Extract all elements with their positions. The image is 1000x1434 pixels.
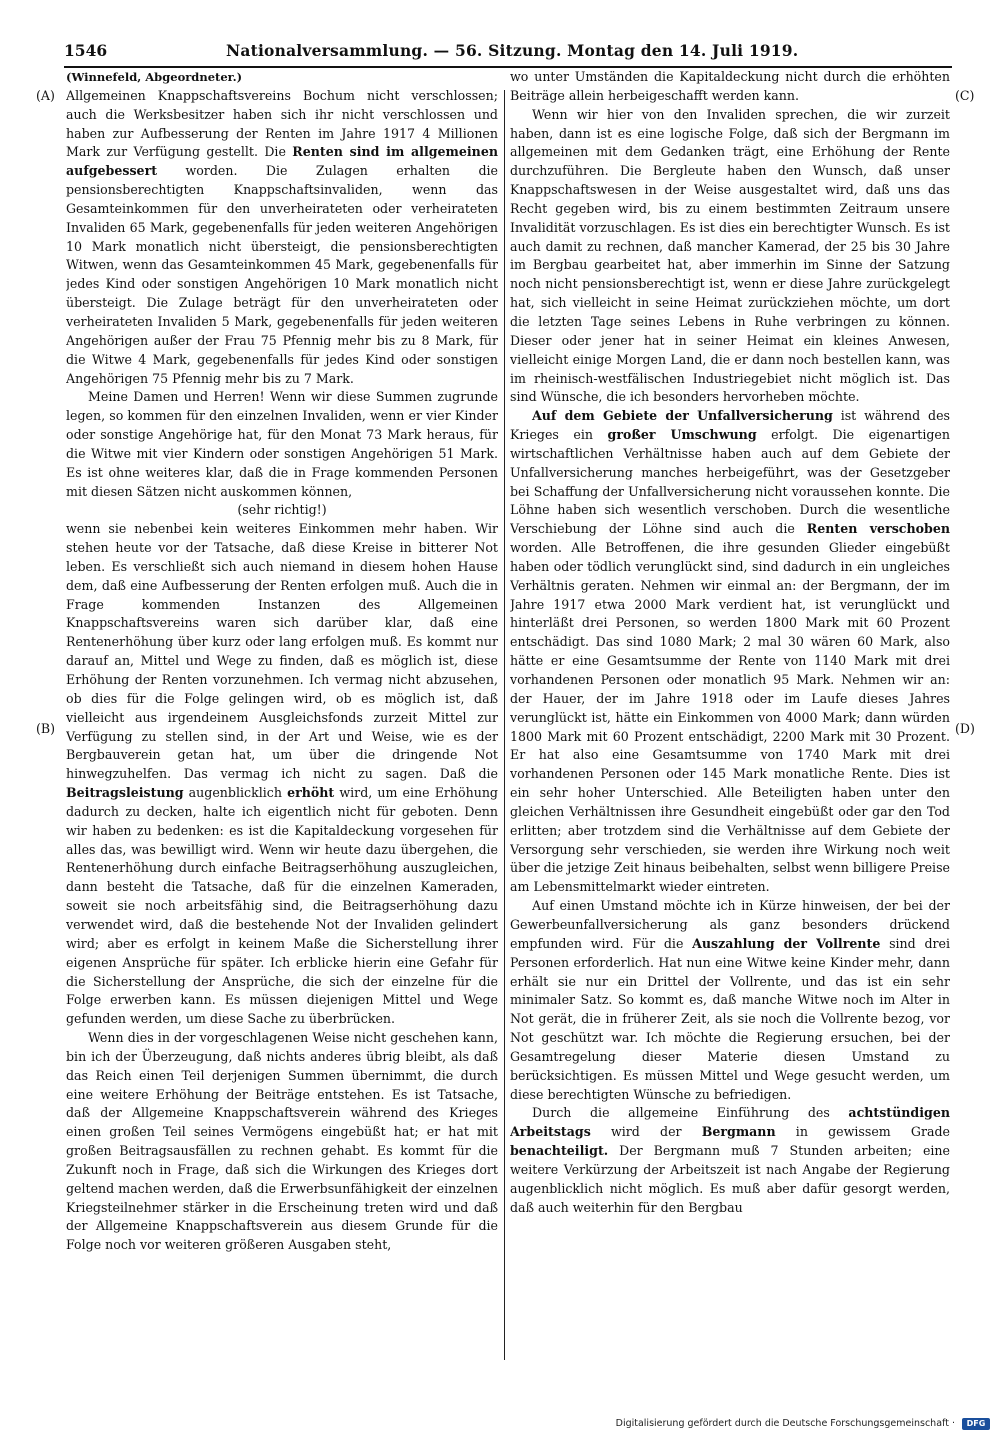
- dfg-logo: DFG: [962, 1418, 990, 1430]
- emphasis: Auf dem Gebiete der Unfallversicherung: [532, 408, 833, 424]
- paragraph: Durch die allgemeine Einführung des achtstündigen Arbeitstags wird der Bergmann in gewissem Grade benachteiligt. Der Bergmann muß 7 Stunden arbeiten; eine weitere Verkürzung der Arbeitszeit ist nach Angabe der Regierung augenblicklich nicht möglich. Es muß aber dafür gesorgt werden, daß auch weiterhin für den Bergbau: [510, 1105, 950, 1215]
- paragraph: Wenn wir hier von den Invaliden sprechen, die wir zurzeit haben, dann ist es eine logische Folge, daß sich der Bergmann im allgemeinen mit dem Gedanken trägt, eine Erhöhung der Rente durchzuführen. Die Bergleute haben den Wunsch, daß unser Knappschaftswesen in der Weise ausgestaltet wird, daß uns das Recht gegeben wird, bis zu einem bestimmten Zeitraum unsere Invalidität vorzuschlagen. Es ist dies ein berechtigter Wunsch. Es ist auch damit zu rechnen, daß mancher Kamerad, der 25 bis 30 Jahre im Bergbau gearbeitet hat, aber immerhin im Sinne der Satzung noch nicht pensionsberechtigt ist, wenn er diese Jahre zurückgelegt hat, sich vielleicht in seine Heimat zurückziehen möchte, um dort die letzten Tage seines Lebens in Ruhe verbringen zu können. Dieser oder jener hat in seiner Heimat ein kleines Anwesen, vielleicht einige Morgen Land, die er dann noch bestellen kann, was im rheinisch-westfälischen Industriegebiet nicht möglich ist. Das sind Wünsche, die ich besonders hervorheben möchte.: [510, 106, 950, 405]
- margin-marker-d: (D): [955, 721, 975, 736]
- emphasis: achtstündigen Arbeitstags: [510, 1105, 950, 1140]
- margin-marker-a: (A): [36, 88, 55, 103]
- emphasis: Renten verschoben: [806, 521, 950, 537]
- paragraph: Auf einen Umstand möchte ich in Kürze hinweisen, der bei der Gewerbeunfallversicherung als ganz besonders drückend empfunden wird. Für die Auszahlung der Vollrente sind drei Personen erforderlich. Hat nun eine Witwe keine Kinder mehr, dann erhält sie nur ein Drittel der Vollrente, und das ist ein sehr minimaler Satz. So kommt es, daß manche Witwe noch im Alter in Not gerät, die in früherer Zeit, als sie noch die Vollrente bezog, vor Not geschützt war. Ich möchte die Regierung ersuchen, bei der Gesamtregelung dieser Materie diesen Umstand zu berücksichtigen. Es müssen Mittel und Wege gesucht werden, um diese berechtigten Wünsche zu befriedigen.: [510, 898, 950, 1102]
- column-divider: [504, 90, 505, 1360]
- page-header: [64, 38, 950, 64]
- paragraph: Allgemeinen Knappschaftsvereins Bochum nicht verschlossen; auch die Werksbesitzer haben sich ihr nicht verschlossen und haben zur Aufbesserung der Renten im Jahre 1917 4 Millionen Mark zur Verfügung gestellt. Die Renten sind im allgemeinen aufgebessert worden. Die Zulagen erhalten die pensionsberechtigten Knappschaftsinvaliden, wenn das Gesamteinkommen für den unverheirateten oder verheirateten Invaliden 65 Mark, gegebenenfalls für jeden weiteren Angehörigen 10 Mark monatlich nicht übersteigt, die pensionsberechtigten Witwen, wenn das Gesamteinkommen 45 Mark, gegebenenfalls für jedes Kind oder sonstigen Angehörigen 10 Mark monatlich nicht übersteigt. Die Zulage beträgt für den unverheirateten oder verheirateten Invaliden 5 Mark, gegebenenfalls für jeden weiteren Angehörigen außer der Frau 75 Pfennig mehr bis zu 8 Mark, für die Witwe 4 Mark, gegebenenfalls für jedes Kind oder sonstigen Angehörigen 75 Pfennig mehr bis zu 7 Mark.: [66, 87, 498, 386]
- paragraph: Auf dem Gebiete der Unfallversicherung ist während des Krieges ein großer Umschwung erfolgt. Die eigenartigen wirtschaftlichen Verhältnisse haben auch auf dem Gebiete der Unfallversicherung manches herbeigeführt, was der Gesetzgeber bei Schaffung der Unfallversicherung nicht voraussehen konnte. Die Löhne haben sich wesentlich verschoben. Durch die wesentliche Verschiebung der Löhne sind auch die Renten verschoben worden. Alle Betroffenen, die ihre gesunden Glieder eingebüßt haben oder tödlich verunglückt sind, sind dadurch in ein ungleiches Verhältnis geraten. Nehmen wir einmal an: der Bergmann, der im Jahre 1917 etwa 2000 Mark verdient hat, ist verunglückt und hinterläßt drei Personen, so werden 1800 Mark mit 60 Prozent entschädigt. Das sind 1080 Mark; 2 mal 30 wären 60 Mark, also hätte er eine Gesamtsumme der Rente von 1140 Mark mit drei vorhandenen Personen oder monatlich 95 Mark. Nehmen wir an: der Hauer, der im Jahre 1918 oder im Laufe dieses Jahres verunglückt ist, hätte ein Einkommen von 4000 Mark; dann würden 1800 Mark mit 60 Prozent entschädigt, 2200 Mark mit 30 Prozent. Er hat also eine Gesamtsumme von 1740 Mark mit drei vorhandenen Personen oder 145 Mark monatliche Rente. Dies ist ein sehr hoher Unterschied. Alle Beteiligten haben unter den gleichen Verhältnissen ihre Gesundheit eingebüßt oder gar den Tod erlitten; aber trotzdem sind die Verhältnisse auf dem Gebiete der Versorgung sehr verschieden, sie werden ihre Wirkung noch weit über die jetzige Zeit hinaus beibehalten, selbst wenn billigere Preise am Lebensmittelmarkt wieder eintreten.: [510, 408, 950, 895]
- footer-text: Digitalisierung gefördert durch die Deutsche Forschungsgemeinschaft ·: [615, 1418, 955, 1429]
- speaker-attribution: (Winnefeld, Abgeordneter.): [66, 70, 243, 84]
- emphasis: benachteiligt.: [510, 1143, 609, 1159]
- emphasis: großer Umschwung: [607, 427, 757, 443]
- left-column: [66, 68, 498, 1366]
- emphasis: Renten sind im allgemeinen aufgebessert: [66, 144, 498, 179]
- emphasis: Auszahlung der Vollrente: [692, 935, 881, 951]
- right-column: [510, 68, 950, 1366]
- page-number: 1546: [64, 41, 108, 60]
- margin-marker-c: (C): [955, 88, 975, 103]
- paragraph: Meine Damen und Herren! Wenn wir diese Summen zugrunde legen, so kommen für den einzelnen Invaliden, wenn er vier Kinder oder sonstige Angehörige hat, für den Monat 73 Mark heraus, für die Witwe mit vier Kindern oder sonstigen Angehörigen 51 Mark. Es ist ohne weiteres klar, daß die in Frage kommenden Personen mit diesen Sätzen nicht auskommen können,: [66, 389, 498, 499]
- digitization-footer: [610, 1416, 990, 1432]
- paragraph: wo unter Umständen die Kapitaldeckung nicht durch die erhöhten Beiträge allein herbeigeschafft werden kann.: [510, 69, 950, 103]
- emphasis: erhöht: [287, 785, 335, 801]
- paragraph: wenn sie nebenbei kein weiteres Einkommen mehr haben. Wir stehen heute vor der Tatsache, daß diese Kreise in bitterer Not leben. Es verschließt sich auch niemand in diesem hohen Hause dem, daß eine Aufbesserung der Renten erfolgen muß. Auch die in Frage kommenden Instanzen des Allgemeinen Knappschaftsvereins waren sich darüber klar, daß eine Rentenerhöhung über kurz oder lang erfolgen muß. Es kommt nur darauf an, Mittel und Wege zu finden, daß es möglich ist, diese Erhöhung der Renten vorzunehmen. Ich vermag nicht abzusehen, ob dies für die Folge gelingen wird, ob es möglich ist, daß vielleicht aus irgendeinem Ausgleichsfonds zurzeit Mittel zur Verfügung zu stellen sind, in der Art und Weise, wie es der Bergbauverein getan hat, um über die dringende Not hinwegzuhelfen. Das vermag ich nicht zu sagen. Daß die Beitragsleistung augenblicklich erhöht wird, um eine Erhöhung dadurch zu decken, halte ich eigentlich nicht für geboten. Denn wir haben zu bedenken: es ist die Kapitaldeckung vorgesehen für alles das, was bewilligt wird. Wenn wir heute dazu übergehen, die Rentenerhöhung durch einfache Beitragserhöhung auszugleichen, dann besteht die Tatsache, daß für die einzelnen Kameraden, soweit sie noch arbeitsfähig sind, die Beitragserhöhung dazu verwendet wird, daß die bestehende Not der Invaliden gelindert wird; aber es erfolgt in keinem Maße die Sicherstellung ihrer eigenen Ansprüche für später. Ich erblicke hierin eine Gefahr für die Sicherstellung der Ansprüche, die sich der einzelne für die Folge erwerben kann. Es müssen diejenigen Mittel und Wege gefunden werden, um diese Sache zu überbrücken.: [66, 521, 498, 1027]
- margin-marker-b: (B): [36, 721, 56, 736]
- emphasis: Bergmann: [701, 1124, 776, 1140]
- running-title: Nationalversammlung. — 56. Sitzung. Montag den 14. Juli 1919.: [226, 41, 799, 60]
- paragraph: Wenn dies in der vorgeschlagenen Weise nicht geschehen kann, bin ich der Überzeugung, daß nichts anderes übrig bleibt, als daß das Reich einen Teil derjenigen Summen übernimmt, die durch eine weitere Erhöhung der Beiträge entstehen. Es ist Tatsache, daß der Allgemeine Knappschaftsverein während des Krieges einen großen Teil seines Vermögens eingebüßt hat; er hat mit großen Beitragsausfällen zu rechnen gehabt. Es kommt für die Zukunft noch in Frage, daß sich die Wirkungen des Krieges dort geltend machen werden, daß die Erwerbsunfähigkeit der einzelnen Kriegsteilnehmer stärker in die Erscheinung treten wird und daß der Allgemeine Knappschaftsverein aus diesem Grunde für die Folge noch vor weiteren größeren Ausgaben steht,: [66, 1030, 498, 1253]
- emphasis: Beitragsleistung: [66, 785, 184, 801]
- interjection: (sehr richtig!): [237, 502, 327, 518]
